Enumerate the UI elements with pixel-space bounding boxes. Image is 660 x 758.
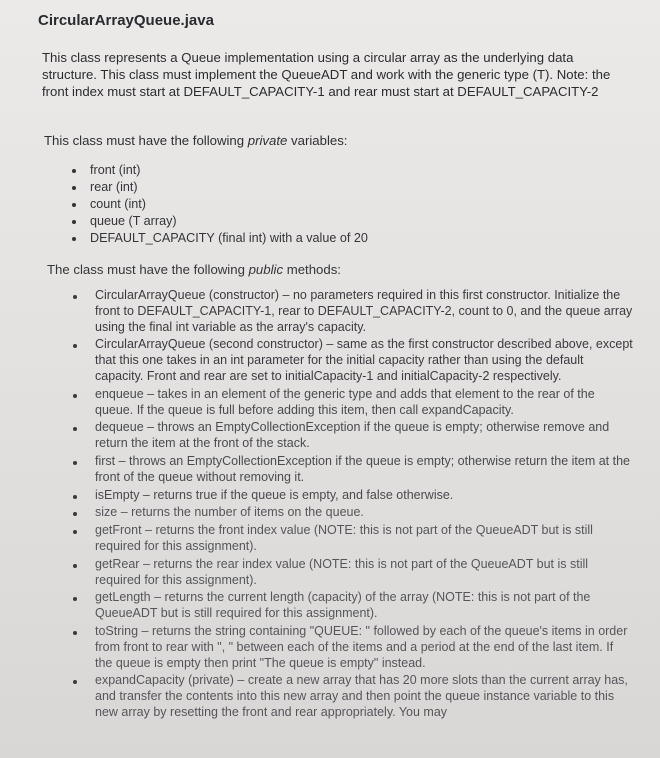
variable-item: front (int) [72,162,368,179]
method-item: getRear – returns the rear index value (NOTE: this is not part of the QueueADT but is still required for this assignment). [73,557,633,589]
private-variables-heading [44,133,347,148]
method-item: toString – returns the string containing "QUEUE: " followed by each of the queue's items in order from front to rear with ", " between each of the items and a period at the end of the last item. If the queue is empty then print "The queue is empty" instead. [73,624,633,671]
variable-item: count (int) [72,196,368,213]
variable-item: DEFAULT_CAPACITY (final int) with a value of 20 [72,230,368,247]
public-methods-heading [47,262,341,277]
method-item: getFront – returns the front index value (NOTE: this is not part of the QueueADT but is still required for this assignment). [73,523,633,555]
method-item: dequeue – throws an EmptyCollectionException if the queue is empty; otherwise remove and return the item at the front of the stack. [73,420,633,452]
method-item: getLength – returns the current length (capacity) of the array (NOTE: this is not part of the QueueADT but is still required for this assignment). [73,590,633,622]
method-item: size – returns the number of items on the queue. [73,505,633,521]
public-methods-list [73,288,633,723]
method-item: isEmpty – returns true if the queue is empty, and false otherwise. [73,488,633,504]
private-heading-emphasis: private [247,133,288,148]
public-heading-end: methods: [283,262,341,277]
variable-item: rear (int) [72,179,368,196]
method-item: CircularArrayQueue (constructor) – no parameters required in this first constructor. Initialize the front to DEFAULT_CAPACITY-1, rear to DEFAULT_CAPACITY-2, count to 0, and the queue array using the final int variable as the array's capacity. [73,288,633,335]
method-item: enqueue – takes in an element of the generic type and adds that element to the rear of the queue. If the queue is full before adding this item, then call expandCapacity. [73,387,633,419]
intro-paragraph: This class represents a Queue implementation using a circular array as the underlying data structure. This class must implement the QueueADT and work with the generic type (T). Note: the front index must start at DEFAULT_CAPACITY-1 and rear must start at DEFAULT_CAPACITY-2 [42,50,611,99]
private-heading-end: variables: [287,133,348,148]
method-item: expandCapacity (private) – create a new array that has 20 more slots than the current array has, and transfer the contents into this new array and then point the queue instance variable to this new array by resetting the front and rear appropriately. You may [73,673,633,720]
document-title: CircularArrayQueue.java [38,12,214,29]
method-item: CircularArrayQueue (second constructor) – same as the first constructor described above, except that this one takes in an int parameter for the initial capacity rather than using the default capacity. Front and rear are set to initialCapacity-1 and initialCapacity-2 respectively. [73,337,633,384]
variable-item: queue (T array) [72,213,368,230]
method-item: first – throws an EmptyCollectionException if the queue is empty; otherwise return the item at the front of the queue without removing it. [73,454,633,486]
public-heading-text: The class must have the following [47,262,249,277]
private-variables-list [72,162,368,247]
private-heading-text: This class must have the following [44,133,248,148]
public-heading-emphasis: public [248,262,284,277]
